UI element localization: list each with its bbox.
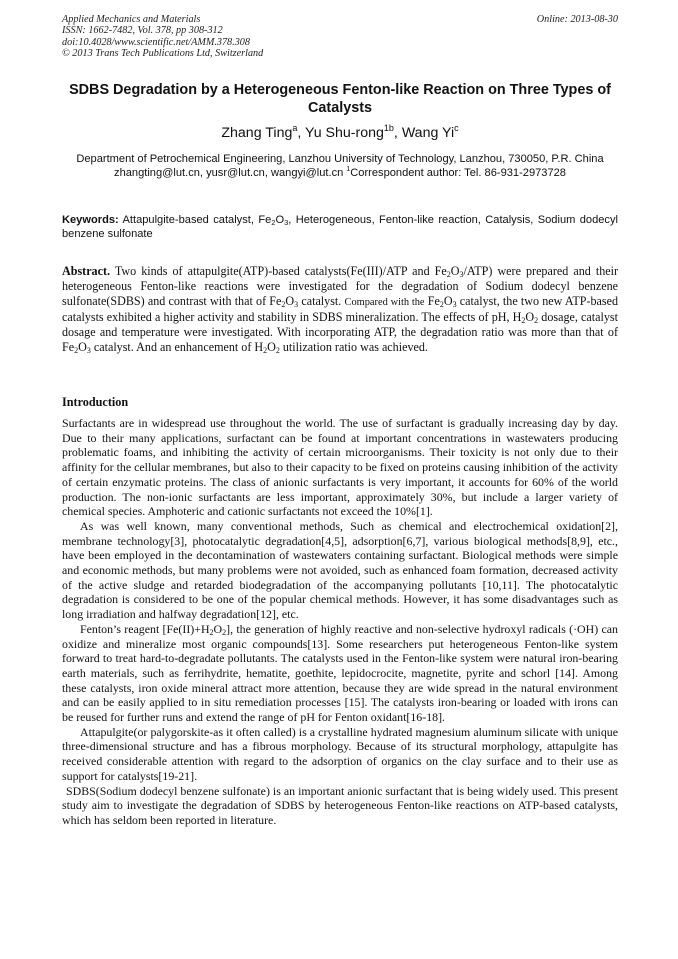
abstract-text: catalyst. (298, 294, 345, 308)
keywords-text: O (275, 214, 285, 226)
journal-copyright: © 2013 Trans Tech Publications Ltd, Switzerland (62, 48, 264, 60)
abstract-text: O (443, 294, 453, 308)
author-name: Zhang Ting (221, 125, 293, 141)
abstract-text: Compared with the (344, 297, 425, 308)
author-sup: a (292, 123, 298, 133)
paragraph: As was well known, many conventional methods, Such as chemical and electrochemical oxidation[2], membrane technology[3], photocatalytic degradation[4,5], adsorption[6,7], various biological methods[8,9], etc., have been employed in the decontamination of wastewaters containing surfactant. Biological methods were simple and economic methods, but many problems were not avoided, such as enhanced foam formation, decreased activity of the active sludge and retarded biodegradation of the accompanying pollutants [10,11]. The photocatalytic degradation is considered to be one of the popular chemical methods. However, it has some disadvantages such as long irradiation and halfway degradation[12], etc. (62, 518, 618, 622)
subscript: 3 (294, 300, 299, 309)
author-name: Wang Yi (401, 125, 455, 141)
abstract-text: O (267, 340, 276, 354)
author-list: Zhang Ting$^a$, Yu Shu-rong$^{1b}$, Wang Yi$^c$ (221, 123, 459, 141)
subscript: 2 (275, 346, 280, 355)
abstract-label: Abstract. (62, 264, 111, 278)
journal-header (62, 14, 618, 60)
contact-line (62, 166, 618, 180)
paragraph-text: O (213, 621, 223, 636)
subscript: 2 (263, 346, 268, 355)
abstract-text: utilization ratio was achieved. (279, 340, 428, 354)
abstract-text: catalyst, the two new ATP-based catalysts exhibited a higher activity and stability in SDBS mineralization. The effects of pH, H (62, 294, 618, 324)
keywords-label: Keywords: (62, 214, 119, 226)
section-heading-introduction: Introduction (62, 395, 129, 409)
abstract-text: O (525, 310, 535, 324)
department: Department of Petrochemical Engineering, Lanzhou University of Technology, Lanzhou, 730050, P.R. China (76, 153, 604, 165)
journal-name: Applied Mechanics and Materials (62, 14, 201, 25)
subscript: 2 (74, 346, 79, 355)
affiliation (62, 152, 618, 180)
paragraph-text: Fenton’s reagent [Fe(II)+H (80, 621, 210, 636)
keywords-text: , Heterogeneous, Fenton-like reaction, Catalysis, Sodium dodecyl benzene sulfonate (62, 214, 618, 241)
paragraph: Surfactants are in widespread use throughout the world. The use of surfactant is gradually increasing day by day. Due to their many applications, surfactant can be found at important concentrations in wastewaters producing problematic foams, and inhibiting the activity of certain microorganisms. Their toxicity is not only due to their affinity for the cellular membranes, but also to their capacity to be fixed on proteins causing inhibition of the activity of certain enzymatic proteins. The class of anionic surfactants is very important, it accounts for 60% of the world production. The non-ionic surfactants are less important, approximately 30%, but include a larger variety of chemical species. Amphoteric and cationic surfactants not exceed the 10%[1]. (62, 416, 618, 519)
paragraph: Attapulgite(or palygorskite-as it often called) is a crystalline hydrated magnesium aluminum silicate with unique three-dimensional structure and has a fibrous morphology. Because of its structural morphology, attapulgite has received considerable attention with regard to the adsorption of organics on the clay surface and to their use as support for catalysts[19-21]. (62, 724, 618, 783)
subscript: 2 (271, 218, 276, 227)
author-sup: 1b (383, 123, 394, 133)
subscript: 2 (446, 270, 451, 279)
subscript: 2 (209, 627, 214, 637)
journal-issn: ISSN: 1662-7482, Vol. 378, pp 308-312 (62, 25, 223, 37)
keywords-text: Attapulgite-based catalyst, Fe (122, 214, 272, 226)
subscript: 2 (534, 316, 539, 325)
abstract-text: Two kinds of attapulgite(ATP)-based catalysts(Fe(III)/ATP and Fe (110, 264, 447, 278)
abstract-text: dosage, catalyst dosage and temperature were investigated. With incorporating ATP, the degradation ratio was more than that of Fe (62, 310, 618, 354)
correspondent-sup: 1 (346, 166, 351, 174)
abstract-text: Fe (424, 294, 440, 308)
subscript: 2 (222, 627, 227, 637)
subscript: 2 (439, 300, 444, 309)
journal-doi: doi:10.4028/www.scientific.net/AMM.378.308 (62, 36, 250, 48)
abstract-text: O (78, 340, 87, 354)
author-sup: c (454, 123, 459, 133)
abstract-text: /ATP) were prepared and their heterogeneous Fenton-like reactions were investigated for the degradation of Sodium dodecyl benzene sulfonate(SDBS) and contrast with that of Fe (62, 264, 619, 308)
abstract-text: O (450, 264, 460, 278)
paragraph (62, 622, 618, 725)
paper-title: SDBS Degradation by a Heterogeneous Fenton-like Reaction on Three Types of Catalysts (69, 82, 611, 116)
subscript: 3 (452, 300, 457, 309)
subscript: 3 (284, 218, 289, 227)
abstract (62, 264, 618, 355)
keywords (62, 213, 618, 242)
online-date: Online: 2013-08-30 (536, 14, 618, 25)
paragraph: SDBS(Sodium dodecyl benzene sulfonate) is an important anionic surfactant that is being widely used. This present study aim to investigate the degradation of SDBS by heterogeneous Fenton-like reactions on ATP-based catalysts, which has seldom been reported in literature. (62, 783, 618, 827)
abstract-text: O (285, 294, 295, 308)
subscript: 3 (86, 346, 91, 355)
author-emails: zhangting@lut.cn, yusr@lut.cn, wangyi@lut.cn (114, 167, 344, 180)
abstract-text: catalyst. And an enhancement of H (90, 340, 264, 354)
paragraph-text: ], the generation of highly reactive and non-selective hydroxyl radicals (·OH) can oxidize and mineralize most organic compounds[13]. Some researchers put heterogeneous Fenton-like system forward to treat hard-to-degradate pollutants. The catalysts used in the Fenton-like system were natural iron-bearing earth materials, such as ferrihydrite, hematite, goethite, lepidocrocite, magnetite, pyrite and schorl [14]. Among these catalysts, iron oxide mineral attract more attention, because they are wide spread in the natural environment and can be easily applied to in situ remediation processes [15]. The catalysts iron-bearing or loaded with irons can be reused for further runs and extend the range of pH for Fenton oxidant[16-18]. (62, 621, 618, 725)
subscript: 2 (281, 300, 286, 309)
subscript: 2 (521, 316, 526, 325)
author-name: Yu Shu-rong (305, 125, 384, 141)
subscript: 3 (459, 270, 464, 279)
correspondent-info: Correspondent author: Tel. 86-931-2973728 (350, 167, 566, 180)
introduction-body (62, 416, 618, 828)
